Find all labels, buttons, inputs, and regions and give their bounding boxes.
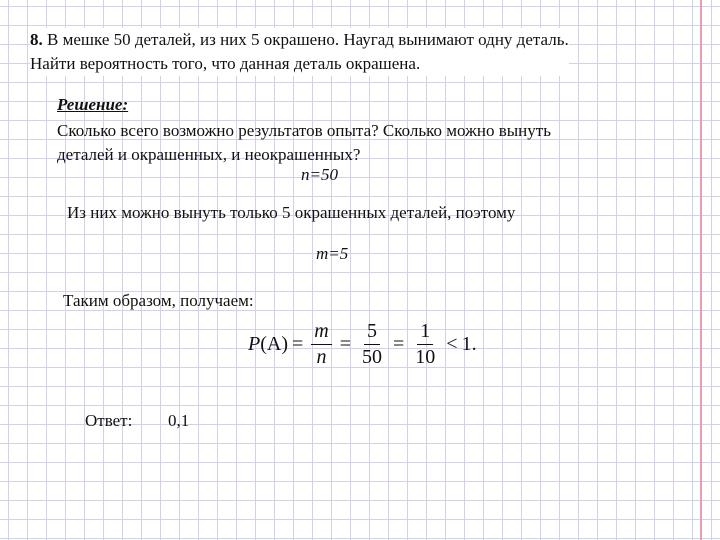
answer-value: 0,1	[168, 411, 190, 430]
fraction-1-over-10	[412, 321, 438, 368]
formula-equals-3: =	[393, 332, 405, 355]
fraction-2-denominator: 50	[362, 345, 382, 368]
question-line-1: Сколько всего возможно результатов опыта? Сколько можно вынуть	[57, 121, 551, 140]
problem-text-line-2: Найти вероятность того, что данная деталь окрашена.	[30, 54, 421, 73]
fraction-2-numerator: 5	[364, 321, 380, 345]
thus-statement: Таким образом, получаем:	[63, 291, 254, 310]
fraction-3-numerator: 1	[417, 321, 433, 345]
problem-line-1	[30, 28, 569, 52]
question-line-2: деталей и окрашенных, и неокрашенных?	[57, 145, 361, 164]
problem-number: 8.	[30, 30, 43, 49]
fraction-m-over-n	[311, 321, 331, 368]
fraction-1-numerator: m	[311, 321, 331, 345]
notebook-margin-line	[700, 0, 702, 540]
formula-lhs-arg: (A)	[260, 332, 288, 355]
n-value: n=50	[301, 165, 338, 184]
problem-statement	[30, 28, 569, 76]
formula-less-than: <	[446, 332, 458, 355]
m-value: m=5	[316, 244, 349, 263]
solution-heading: Решение:	[57, 95, 129, 114]
solution-question	[57, 119, 551, 167]
formula-rhs: 1.	[461, 332, 477, 355]
formula-equals-2: =	[339, 332, 351, 355]
problem-text-line-1: В мешке 50 деталей, из них 5 окрашено. Наугад вынимают одну деталь.	[42, 30, 569, 49]
fraction-1-denominator: n	[316, 345, 327, 368]
painted-parts-statement: Из них можно вынуть только 5 окрашенных деталей, поэтому	[67, 203, 516, 222]
answer-label: Ответ:	[85, 411, 133, 430]
fraction-5-over-50	[359, 321, 385, 368]
formula-equals-1: =	[291, 332, 304, 355]
probability-formula	[248, 316, 477, 372]
formula-lhs: P	[248, 332, 261, 355]
fraction-3-denominator: 10	[415, 345, 436, 368]
